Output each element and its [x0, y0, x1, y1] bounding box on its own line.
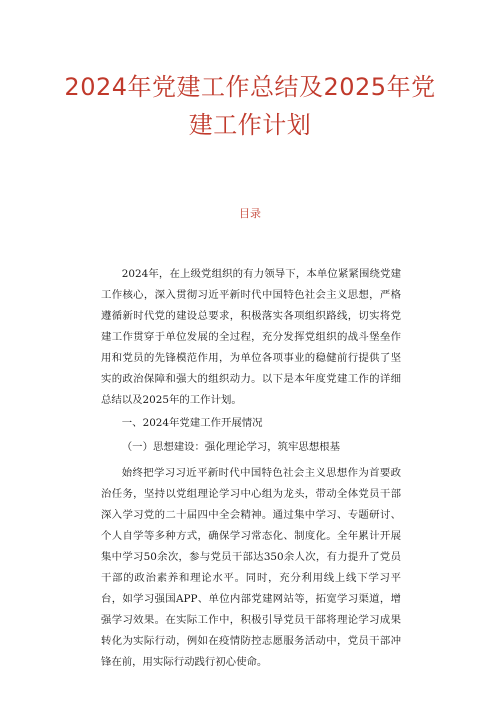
intro-paragraph: 2024年，在上级党组织的有力领导下，本单位紧紧围绕党建工作核心，深入贯彻习近平新时代中国特色社会主义思想，严格遵循新时代党的建设总要求，积极落实各项组织路线，切实将党建工作贯穿于单位发展的全过程，充分发挥党组织的战斗堡垒作用和党员的先锋模范作用，为单位各项事业的稳健前行提供了坚实的政治保障和强大的组织动力。以下是本年度党建工作的详细总结以及2025年的工作计划。	[101, 268, 401, 406]
body-paragraph: 始终把学习习近平新时代中国特色社会主义思想作为首要政治任务，坚持以党组理论学习中心组为龙头，带动全体党员干部深入学习党的二十届四中全会精神。通过集中学习、专题研讨、个人自学等多种方式，确保学习常态化、制度化。全年累计开展集中学习50余次，参与党员干部达350余人次，有力提升了党员干部的政治素养和理论水平。同时，充分利用线上线下学习平台，如学习强国APP、单位内部党建网站等，拓宽学习渠道，增强学习效果。在实际工作中，积极引导党员干部将理论学习成果转化为实际行动，例如在疫情防控志愿服务活动中，党员干部冲锋在前，用实际行动践行初心使命。	[101, 467, 401, 668]
document-title: 2024年党建工作总结及2025年党建工作计划	[64, 73, 436, 139]
section-heading: 一、2024年党建工作开展情况	[121, 417, 263, 429]
toc-label: 目录	[239, 207, 261, 220]
subsection-heading: （一）思想建设：强化理论学习，筑牢思想根基	[121, 441, 340, 453]
